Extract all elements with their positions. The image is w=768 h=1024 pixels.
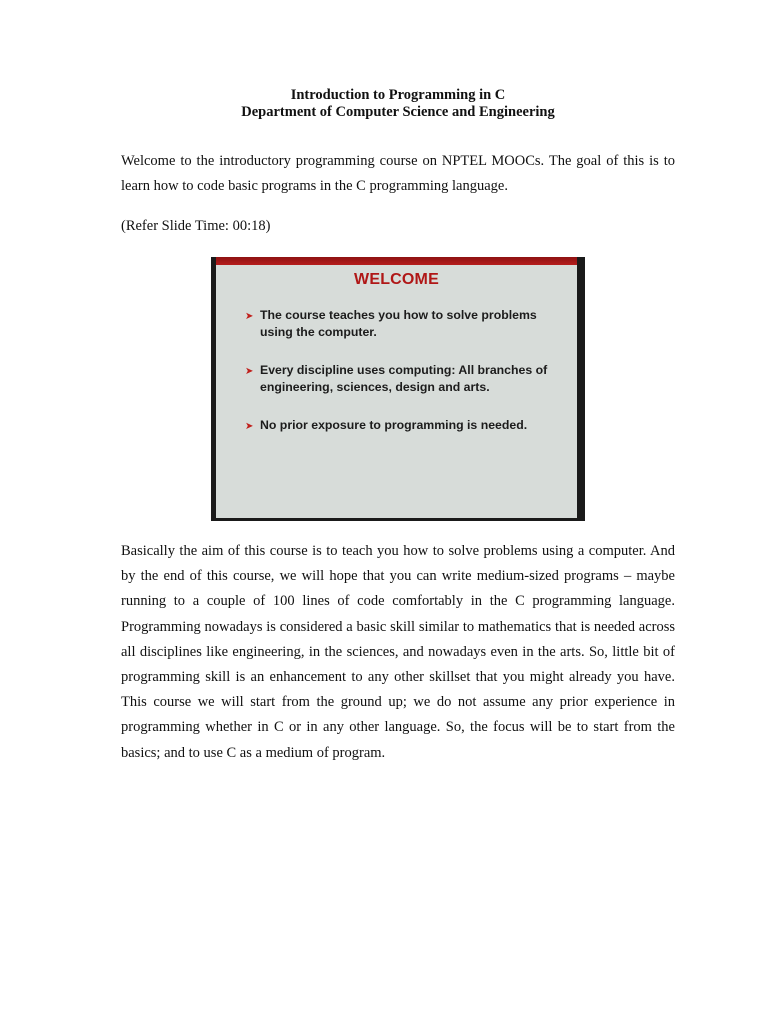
- slide-bullet-text: Every discipline uses computing: All branches of: [260, 363, 548, 377]
- arrowhead-bullet-icon: ➤: [245, 311, 254, 322]
- slide-bullet-text: engineering, sciences, design and arts.: [260, 380, 490, 394]
- slide-bullet-item: [244, 417, 564, 434]
- intro-paragraph: Welcome to the introductory programming course on NPTEL MOOCs. The goal of this is to learn how to code basic programs in the C programming language.: [121, 153, 675, 195]
- arrowhead-bullet-icon: ➤: [245, 421, 254, 432]
- arrowhead-bullet-icon: ➤: [245, 366, 254, 377]
- slide-image: [211, 257, 585, 521]
- slide-bullet-text: using the computer.: [260, 325, 377, 339]
- slide-content: [216, 257, 577, 518]
- slide-title: WELCOME: [354, 271, 439, 288]
- slide-bullet-text: No prior exposure to programming is needed.: [260, 418, 528, 432]
- course-title: Introduction to Programming in C: [290, 87, 506, 103]
- document-header: [0, 87, 768, 121]
- department-title: Department of Computer Science and Engineering: [241, 104, 555, 120]
- slide-bullet-text: The course teaches you how to solve problems: [260, 308, 537, 322]
- slide-top-bar: [216, 257, 577, 265]
- slide-bullet-item: [244, 307, 564, 341]
- body-paragraph: Basically the aim of this course is to teach you how to solve problems using a computer. And by the end of this course, we will hope that you can write medium-sized programs – maybe running to a couple of 100 lines of code comfortably in the C programming language. Programming nowadays is considered a basic skill similar to mathematics that is needed across all disciplines like engineering, in the sciences, and nowadays even in the arts. So, little bit of programming skill is an enhancement to any other skillset that you might already you have. This course we will start from the ground up; we do not assume any prior experience in programming whether in C or in any other language. So, the focus will be to start from the basics; and to use C as a medium of program.: [121, 543, 675, 761]
- slide-bullet-list: [244, 307, 564, 455]
- refer-slide-time: (Refer Slide Time: 00:18): [121, 218, 271, 234]
- slide-bullet-item: [244, 362, 564, 396]
